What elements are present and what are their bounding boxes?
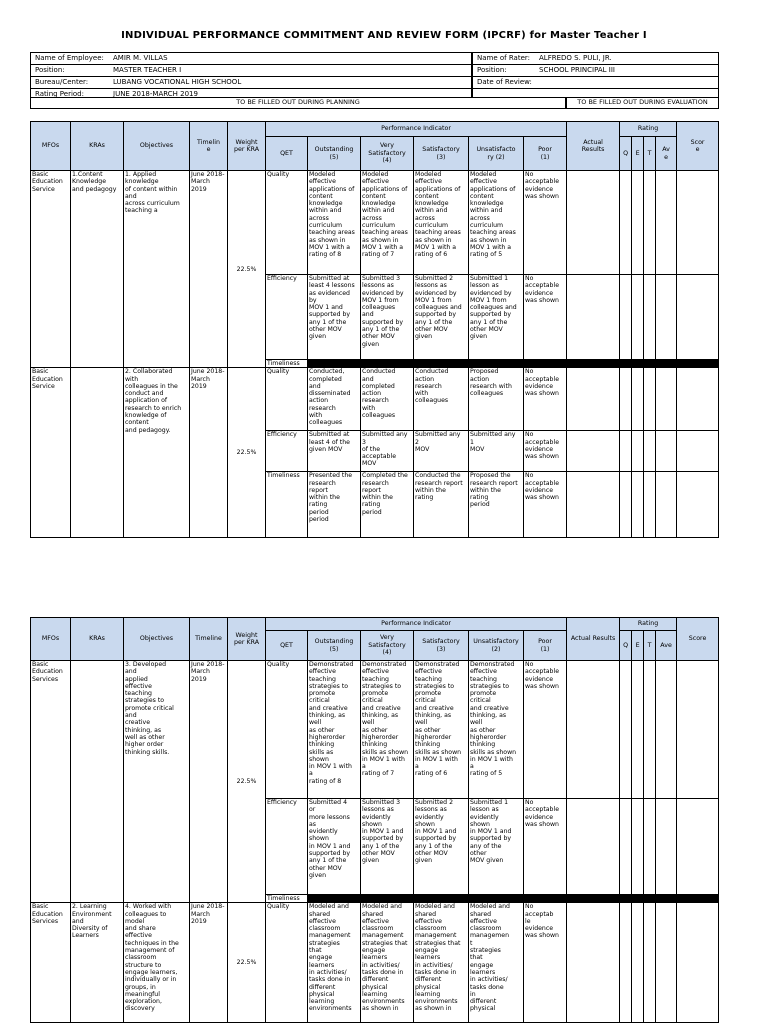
objective-cell: 2. Collaborated with colleagues in the conduct and application of research to enrich knowledge of content and pedagogy. bbox=[124, 368, 190, 538]
qet-cell: Quality bbox=[266, 368, 308, 431]
very-satisfactory-cell: Conducted and completed action research with colleagues bbox=[361, 368, 414, 431]
outstanding-cell: Presented the research report within the rating period period bbox=[308, 472, 361, 538]
unsatisfactory-cell: Submitted 1 lesson as evidently shown in MOV 1 and supported by any of the other MOV given bbox=[469, 799, 524, 895]
weight-cell: 22.5% bbox=[228, 661, 266, 903]
objective-cell: 4. Worked with colleagues to model and share effective techniques in the management of classroom structure to engage learners, individually or in groups, in meaningful exploration, discovery bbox=[124, 903, 190, 1023]
rating-e-header: E bbox=[632, 137, 644, 171]
rating-t-header: T bbox=[644, 631, 656, 661]
kras-header: KRAs bbox=[71, 618, 124, 661]
mfos-header: MFOs bbox=[31, 618, 71, 661]
performance-indicator-header: Performance Indicator bbox=[266, 618, 567, 631]
weight-header: Weight per KRA bbox=[228, 618, 266, 661]
satisfactory-cell: Conducted the research report within the rating bbox=[414, 472, 469, 538]
outstanding-cell: Submitted 4 or more lessons as evidently shown in MOV 1 and supported by any 1 of the other MOV given bbox=[308, 799, 361, 895]
evaluation-banner: TO BE FILLED OUT DURING EVALUATION bbox=[566, 97, 719, 109]
rater-name-label: Name of Rater: bbox=[477, 54, 531, 62]
poor-header: Poor (1) bbox=[524, 631, 567, 661]
weight-cell: 22.5% bbox=[228, 171, 266, 368]
weight-header: Weight per KRA bbox=[228, 122, 266, 171]
outstanding-cell: Submitted at least 4 lessons as evidenced by MOV 1 and supported by any 1 of the other MOV given bbox=[308, 275, 361, 360]
employee-name-label: Name of Employee: bbox=[35, 54, 104, 62]
poor-cell: No acceptable evidence was shown bbox=[524, 171, 567, 275]
review-date bbox=[539, 77, 718, 88]
qet-cell: Quality bbox=[266, 661, 308, 799]
outstanding-cell: Submitted at least 4 of the given MOV bbox=[308, 431, 361, 472]
unsatisfactory-cell: Demonstrated effective teaching strategies to promote critical and creative thinking, as well as other higherorder thinking skills as shown in MOV 1 with a rating of 5 bbox=[469, 661, 524, 799]
mfo-cell: Basic Education Services bbox=[31, 903, 71, 1023]
satisfactory-header: Satisfactory (3) bbox=[414, 631, 469, 661]
satisfactory-cell: Submitted 2 lessons as evidenced by MOV 1 from colleagues and supported by any 1 of the other MOV given bbox=[414, 275, 469, 360]
unsatisfactory-cell: Proposed the research report within the rating period bbox=[469, 472, 524, 538]
very-satisfactory-cell: Submitted any 3 of the acceptable MOV bbox=[361, 431, 414, 472]
table-row bbox=[31, 171, 719, 275]
timeline-cell: June 2018- March 2019 bbox=[190, 368, 228, 538]
employee-position-label: Position: bbox=[35, 66, 65, 74]
satisfactory-cell: Demonstrated effective teaching strategies to promote critical and creative thinking, as well as other higherorder thinking skills as shown in MOV 1 with a rating of 6 bbox=[414, 661, 469, 799]
poor-cell: No acceptable evidence was shown bbox=[524, 368, 567, 431]
kra-cell bbox=[71, 661, 124, 903]
kra-cell: 1.Content Knowledge and pedagogy bbox=[71, 171, 124, 368]
timeline-cell: June 2018- March 2019 bbox=[190, 171, 228, 368]
unsatisfactory-header: Unsatisfactory (2) bbox=[469, 631, 524, 661]
rating-header: Rating bbox=[620, 122, 677, 137]
poor-cell: No acceptable evidence was shown bbox=[524, 275, 567, 360]
mfo-cell: Basic Education Service bbox=[31, 368, 71, 538]
weight-cell: 22.5% bbox=[228, 903, 266, 1023]
satisfactory-cell: Modeled and shared effective classroom management strategies that engage learners in activities/ tasks done in different physical learning environments as shown in bbox=[414, 903, 469, 1023]
rating-period: JUNE 2018-MARCH 2019 bbox=[113, 90, 198, 98]
very-satisfactory-cell: Demonstrated effective teaching strategies to promote critical and creative thinking, as well as other higherorder thinking skills as shown in MOV 1 with a rating of 7 bbox=[361, 661, 414, 799]
qet-cell: Efficiency bbox=[266, 799, 308, 895]
very-satisfactory-cell: Modeled and shared effective classroom management strategies that engage learners in activities/ tasks done in different physical learning environments as shown in bbox=[361, 903, 414, 1023]
unsatisfactory-cell: Submitted 1 lesson as evidenced by MOV 1 from colleagues and supported by any 1 of the other MOV given bbox=[469, 275, 524, 360]
review-date-label: Date of Review: bbox=[477, 78, 532, 86]
satisfactory-cell: Submitted any 2 MOV bbox=[414, 431, 469, 472]
unsatisfactory-cell: Modeled and shared effective classroom managemen t strategies that engage learners in activities/ tasks done in different physical bbox=[469, 903, 524, 1023]
satisfactory-cell: Submitted 2 lessons as evidently shown in MOV 1 and supported by any 1 of the other MOV given bbox=[414, 799, 469, 895]
objective-cell: 3. Developed and applied effective teaching strategies to promote critical and creative thinking, as well as other higher order thinking skills. bbox=[124, 661, 190, 903]
kra-cell: 2. Learning Environment and Diversity of Learners bbox=[71, 903, 124, 1023]
rating-ave-header: Av e bbox=[656, 137, 677, 171]
poor-cell: No acceptable evidence was shown bbox=[524, 799, 567, 895]
rating-e-header: E bbox=[632, 631, 644, 661]
qet-header: QET bbox=[266, 137, 308, 171]
qet-cell: Timeliness bbox=[266, 360, 308, 368]
performance-table-2 bbox=[30, 617, 719, 1023]
rating-header: Rating bbox=[620, 618, 677, 631]
poor-cell: No acceptab le evidence was shown bbox=[524, 903, 567, 1023]
employee-info bbox=[30, 52, 472, 98]
timeline-cell: June 2018- March 2019 bbox=[190, 661, 228, 903]
kra-cell bbox=[71, 368, 124, 538]
outstanding-cell: Conducted, completed and disseminated action research with colleagues bbox=[308, 368, 361, 431]
planning-banner: TO BE FILLED OUT DURING PLANNING bbox=[30, 97, 566, 109]
satisfactory-cell: Modeled effective applications of content knowledge within and across curriculum teaching areas as shown in MOV 1 with a rating of 6 bbox=[414, 171, 469, 275]
performance-indicator-header: Performance Indicator bbox=[266, 122, 567, 137]
rater-position-label: Position: bbox=[477, 66, 507, 74]
rating-period-label: Rating Period: bbox=[35, 90, 84, 98]
poor-cell: No acceptable evidence was shown bbox=[524, 472, 567, 538]
outstanding-cell: Demonstrated effective teaching strategies to promote critical and creative thinking, as well as other higherorder thinking skills as shown in MOV 1 with a rating of 8 bbox=[308, 661, 361, 799]
poor-cell: No acceptable evidence was shown bbox=[524, 661, 567, 799]
objectives-header: Objectives bbox=[124, 618, 190, 661]
form-title: INDIVIDUAL PERFORMANCE COMMITMENT AND REVIEW FORM (IPCRF) for Master Teacher I bbox=[121, 30, 647, 41]
rater-name: ALFREDO S. PULI, JR. bbox=[539, 54, 612, 62]
poor-cell: No acceptable evidence was shown bbox=[524, 431, 567, 472]
performance-table-1 bbox=[30, 121, 719, 538]
rating-q-header: Q bbox=[620, 631, 632, 661]
outstanding-cell: Modeled and shared effective classroom management strategies that engage learners in activities/ tasks done in different physical learning environments bbox=[308, 903, 361, 1023]
qet-cell: Quality bbox=[266, 903, 308, 1023]
bureau-value: LUBANG VOCATIONAL HIGH SCHOOL bbox=[113, 78, 242, 86]
table-row bbox=[31, 368, 719, 431]
rating-ave-header: Ave bbox=[656, 631, 677, 661]
outstanding-header: Outstanding (5) bbox=[308, 631, 361, 661]
table-row bbox=[31, 661, 719, 799]
employee-position: MASTER TEACHER I bbox=[113, 66, 182, 74]
mfo-cell: Basic Education Service bbox=[31, 171, 71, 368]
unsatisfactory-cell: Proposed action research with colleagues bbox=[469, 368, 524, 431]
qet-cell: Timeliness bbox=[266, 472, 308, 538]
outstanding-header: Outstanding (5) bbox=[308, 137, 361, 171]
unsatisfactory-cell: Modeled effective applications of content knowledge within and across curriculum teaching areas as shown in MOV 1 with a rating of 5 bbox=[469, 171, 524, 275]
timeline-header: Timelin e bbox=[190, 122, 228, 171]
very-satisfactory-cell: Modeled effective applications of content knowledge within and across curriculum teaching areas as shown in MOV 1 with a rating of 7 bbox=[361, 171, 414, 275]
timeline-header: Timeline bbox=[190, 618, 228, 661]
unsatisfactory-header: Unsatisfacto ry (2) bbox=[469, 137, 524, 171]
qet-cell: Quality bbox=[266, 171, 308, 275]
very-satisfactory-cell: Submitted 3 lessons as evidently shown in MOV 1 and supported by any 1 of the other MOV given bbox=[361, 799, 414, 895]
objective-cell: 1. Applied knowledge of content within and across curriculum teaching a bbox=[124, 171, 190, 368]
qet-cell: Timeliness bbox=[266, 895, 308, 903]
qet-header: QET bbox=[266, 631, 308, 661]
very-satisfactory-cell: Submitted 3 lessons as evidenced by MOV 1 from colleagues and supported by any 1 of the other MOV given bbox=[361, 275, 414, 360]
very-satisfactory-cell: Completed the research report within the rating period bbox=[361, 472, 414, 538]
very-satisfactory-header: Very Satisfactory (4) bbox=[361, 631, 414, 661]
table-row bbox=[31, 903, 719, 1023]
rater-position: SCHOOL PRINCIPAL III bbox=[539, 66, 615, 74]
poor-header: Poor (1) bbox=[524, 137, 567, 171]
qet-cell: Efficiency bbox=[266, 431, 308, 472]
score-header: Score bbox=[677, 618, 719, 661]
rating-t-header: T bbox=[644, 137, 656, 171]
outstanding-cell: Modeled effective applications of content knowledge within and across curriculum teaching areas as shown in MOV 1 with a rating of 8 bbox=[308, 171, 361, 275]
satisfactory-cell: Conducted action research with colleagues bbox=[414, 368, 469, 431]
unsatisfactory-cell: Submitted any 1 MOV bbox=[469, 431, 524, 472]
very-satisfactory-header: Very Satisfactory (4) bbox=[361, 137, 414, 171]
actual-results-header: Actual Results bbox=[567, 122, 620, 171]
rater-info bbox=[472, 52, 719, 98]
actual-results-header: Actual Results bbox=[567, 618, 620, 661]
satisfactory-header: Satisfactory (3) bbox=[414, 137, 469, 171]
kras-header: KRAs bbox=[71, 122, 124, 171]
rating-q-header: Q bbox=[620, 137, 632, 171]
timeline-cell: June 2018- March 2019 bbox=[190, 903, 228, 1023]
mfos-header: MFOs bbox=[31, 122, 71, 171]
score-header: Scor e bbox=[677, 122, 719, 171]
employee-name: AMIR M. VILLAS bbox=[113, 54, 168, 62]
objectives-header: Objectives bbox=[124, 122, 190, 171]
bureau-label: Bureau/Center: bbox=[35, 78, 89, 86]
mfo-cell: Basic Education Services bbox=[31, 661, 71, 903]
qet-cell: Efficiency bbox=[266, 275, 308, 360]
weight-cell: 22.5% bbox=[228, 368, 266, 538]
